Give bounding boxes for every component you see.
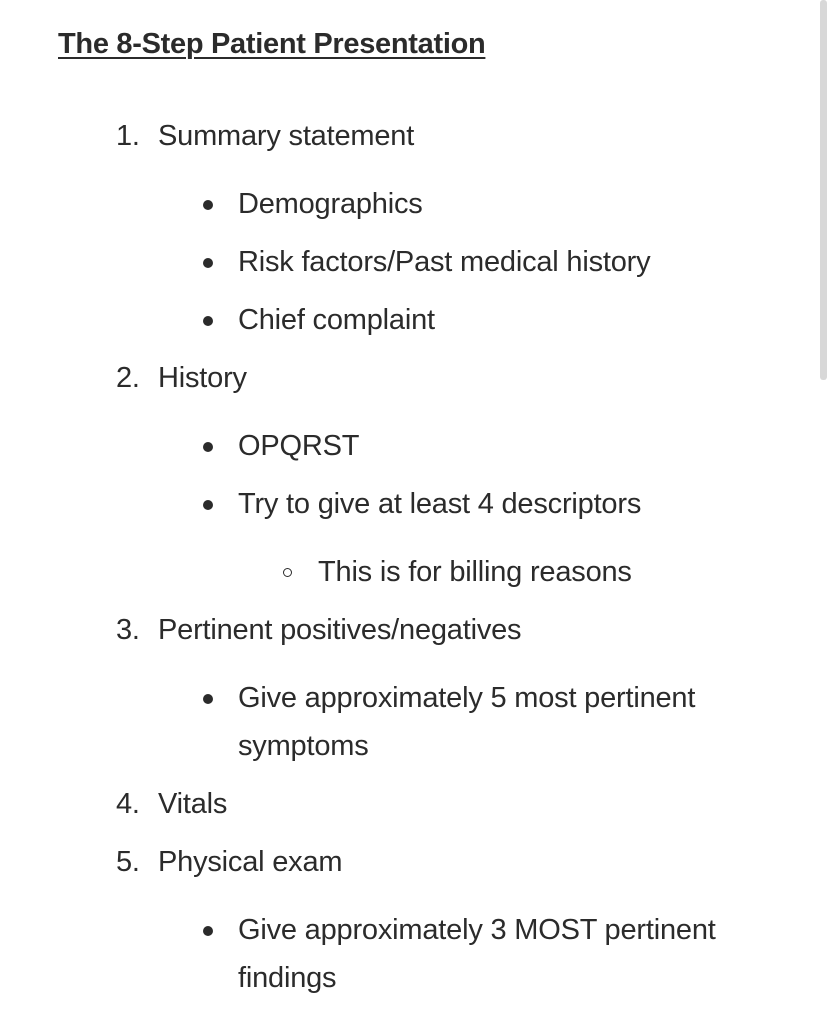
list-item: Try to give at least 4 descriptors [238,488,642,520]
list-item: Chief complaint [238,304,435,336]
bullet-icon [203,926,213,936]
list-item-continuation: symptoms [238,730,369,762]
list-item: Give approximately 3 MOST pertinent [238,914,716,946]
step-number: 3. [116,614,140,646]
step-label: Summary statement [158,120,415,152]
scrollbar[interactable] [820,0,827,380]
bullet-icon [203,694,213,704]
step-label: History [158,362,247,394]
step-label: Physical exam [158,846,343,878]
step-label: Pertinent positives/negatives [158,614,522,646]
list-item-continuation: findings [238,962,337,994]
step-number: 5. [116,846,140,878]
list-item: This is for billing reasons [318,556,632,588]
bullet-icon [203,500,213,510]
step-label: Vitals [158,788,228,820]
bullet-icon [203,200,213,210]
bullet-icon [203,258,213,268]
sub-bullet-icon [283,568,292,577]
bullet-icon [203,442,213,452]
list-item: OPQRST [238,430,360,462]
list-item: Give approximately 5 most pertinent [238,682,696,714]
page-title: The 8-Step Patient Presentation [58,28,486,60]
list-item: Demographics [238,188,423,220]
list-item: Risk factors/Past medical history [238,246,651,278]
step-number: 2. [116,362,140,394]
bullet-icon [203,316,213,326]
step-number: 4. [116,788,140,820]
step-number: 1. [116,120,140,152]
